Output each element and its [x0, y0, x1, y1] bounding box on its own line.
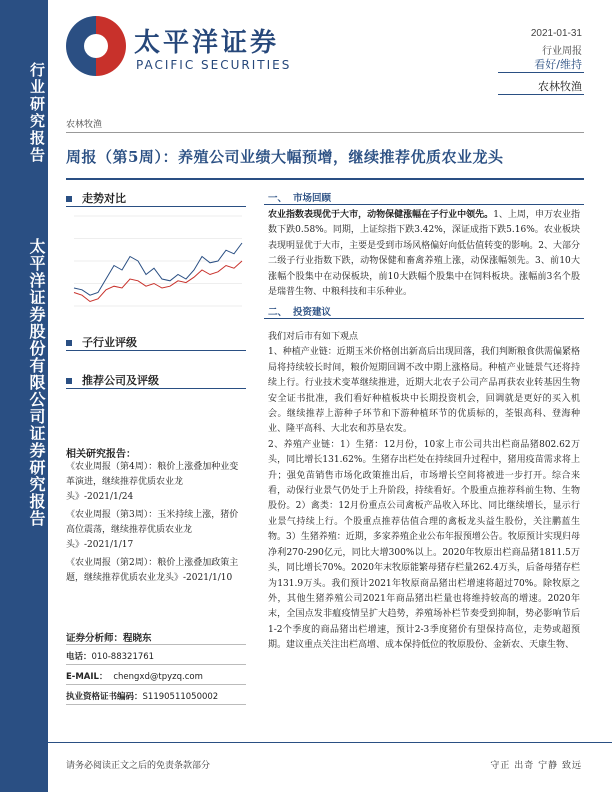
license-line: [66, 690, 218, 702]
sub-rating-title: 子行业评级: [82, 336, 137, 349]
report-kind-label: 行业研究报告: [28, 62, 46, 164]
related-report-link[interactable]: 《农业周报（第4周）：粮价上涨叠加种业变革演进，继续推荐优质农业龙头》-2021/1/24: [66, 462, 239, 502]
contact-divider: [66, 684, 246, 685]
phone-label: 电话：: [66, 652, 92, 662]
license-label: 执业资格证书编码：: [66, 692, 143, 702]
section-divider: [66, 388, 246, 389]
market-review-lead: 农业指数表现优于大市，动物保健涨幅在子行业中领先。: [268, 210, 494, 220]
square-bullet-icon: [66, 340, 72, 346]
industry-rating: 看好/维持: [534, 58, 582, 71]
phone-line: [66, 650, 154, 662]
email-label: E-MAIL：: [66, 672, 108, 682]
investment-advice-title: 投资建议: [293, 307, 332, 318]
analyst-line: [66, 630, 152, 644]
license-value: S1190511050002: [142, 692, 219, 702]
trend-chart: [68, 210, 246, 320]
page-title: 周报（第5周）：养殖公司业绩大幅预增，继续推荐优质农业龙头: [66, 148, 504, 166]
investment-advice-heading: [268, 304, 331, 318]
title-divider: [66, 178, 584, 180]
section-number: 一、: [268, 193, 288, 204]
contact-divider: [66, 664, 246, 665]
market-review-text: 1、上周，申万农业指数下跌0.58%。同期，上证综指下跌3.42%，深证成指下跌5.16%。农业板块表现明显优于大市，主要是受到市场风格偏好向低估值转变的影响。2、大部分二级子行业指数下跌，动物保健和畜禽养殖上涨，动保涨幅领先。3、前10大涨幅个股集中在动保板块，前10大跌幅个股集中在饲料板块。涨幅前3名个股是瑞普生物、中粮科技和丰乐种业。: [268, 210, 580, 298]
analyst-name: 程晓东: [123, 633, 152, 644]
market-review-body: [268, 208, 580, 300]
related-reports-title: 相关研究报告：: [66, 449, 136, 460]
related-report-link[interactable]: 《农业周报（第3周）：玉米持续上涨，猪价高位震荡，继续推荐优质农业龙头》-2021/1/17: [66, 510, 239, 550]
company-motto: 守正 出奇 宁静 致远: [490, 761, 582, 771]
investment-advice-body: 我们对后市有如下观点 1、种植产业链：近期玉米价格创出新高后出现回落，我们判断粮食供需偏紧格局将持续较长时间，粮价短期回调不改中期上涨格局。种植产业链景气还将持续上行。行业技术变革继续推进，近期大北农子公司产品再获农业转基因生物安全证书批准，我们看好种植板块中长期投资机会，回调就是更好的买入机会。继续推荐上游种子环节和下游种植环节的优质标的，荃银高科、登海种业、隆平高科、大北农和苏垦农发。 2、养殖产业链：1）生猪：12月份，10家上市公司共出栏商品猪802.62万头，同比增长131.62%。生猪存出栏处在持续回升过程中，猪用疫苗需求将上升；强免苗销售市场化政策推出后，市场增长空间将被进一步打开。综合来看，动保行业景气仍处于上升阶段，持续看好。个股重点推荐科前生物、生物股份。2）禽类：12月份重点公司禽板产品收入环比、同比继续增长，显示行业景气持续上行。个股重点推荐估值合理的禽板龙头益生股份，关注鹏蓝生物。3）生猪养殖：近期，多家养殖企业公布年报预增公告。牧原预计实现归母净利270-290亿元，同比大增300%以上。2020年牧原出栏商品猪1811.5万头，同比增长70%。2020年末牧原能繁母猪存栏量262.4万头，后备母猪存栏为131.9万头。我们预计2021年牧原商品猪出栏增速将超过70%。除牧原之外，其他生猪养殖公司2021年商品猪出栏量也将维持较高的增速。2020年末，全国点发非瘟疫情呈扩大趋势，养殖场补栏节奏受到抑制，势必影响节后1-2个季度的商品猪出栏增速，预计2-3季度猪价有望保持高位，走势或超预期。建议重点关注出栏高增、成本保持低位的牧原股份、金新农、天康生物、: [268, 332, 580, 651]
section-divider: [66, 350, 246, 351]
logo-english-name: PACIFIC SECURITIES: [136, 58, 292, 72]
contact-divider: [66, 704, 246, 705]
recommend-heading: [66, 372, 159, 388]
chart-series-group: [74, 243, 242, 302]
email-link[interactable]: chengxd@tpyzq.com: [113, 672, 203, 682]
company-logo-icon: [66, 16, 126, 76]
square-bullet-icon: [66, 196, 72, 202]
square-bullet-icon: [66, 378, 72, 384]
trend-section-heading: [66, 190, 126, 206]
section-divider: [264, 318, 584, 319]
market-review-heading: [268, 190, 331, 204]
section-number: 二、: [268, 307, 288, 318]
section-divider: [264, 204, 584, 205]
phone-value: 010-88321761: [91, 652, 155, 662]
sector-label: 农林牧渔: [538, 80, 582, 93]
breadcrumb: 农林牧渔: [66, 120, 103, 130]
email-line: [66, 670, 203, 682]
report-type: 行业周报: [542, 46, 582, 57]
analyst-label: 证券分析师：: [66, 633, 124, 644]
header-divider: [498, 94, 584, 95]
footer-divider: [48, 742, 612, 743]
disclaimer-text: 请务必阅读正文之后的免责条款部分: [66, 761, 211, 771]
market-review-title: 市场回顾: [293, 193, 332, 204]
contact-divider: [66, 644, 246, 645]
trend-section-title: 走势对比: [82, 192, 126, 205]
chart-series-line: [74, 243, 242, 295]
logo-chinese-name: 太平洋证券: [134, 28, 280, 58]
header-divider: [498, 72, 584, 73]
chart-series-line: [74, 261, 242, 302]
report-date: 2021-01-31: [530, 28, 582, 39]
related-report-link[interactable]: 《农业周报（第2周）：粮价上涨叠加政策主题，继续推荐优质农业龙头》-2021/1/10: [66, 558, 239, 583]
sub-rating-heading: [66, 334, 137, 350]
breadcrumb-divider: [66, 132, 584, 133]
recommend-title: 推荐公司及评级: [82, 374, 159, 387]
section-divider: [66, 206, 246, 207]
company-report-label: 太平洋证券股份有限公司证券研究报告: [27, 238, 46, 527]
